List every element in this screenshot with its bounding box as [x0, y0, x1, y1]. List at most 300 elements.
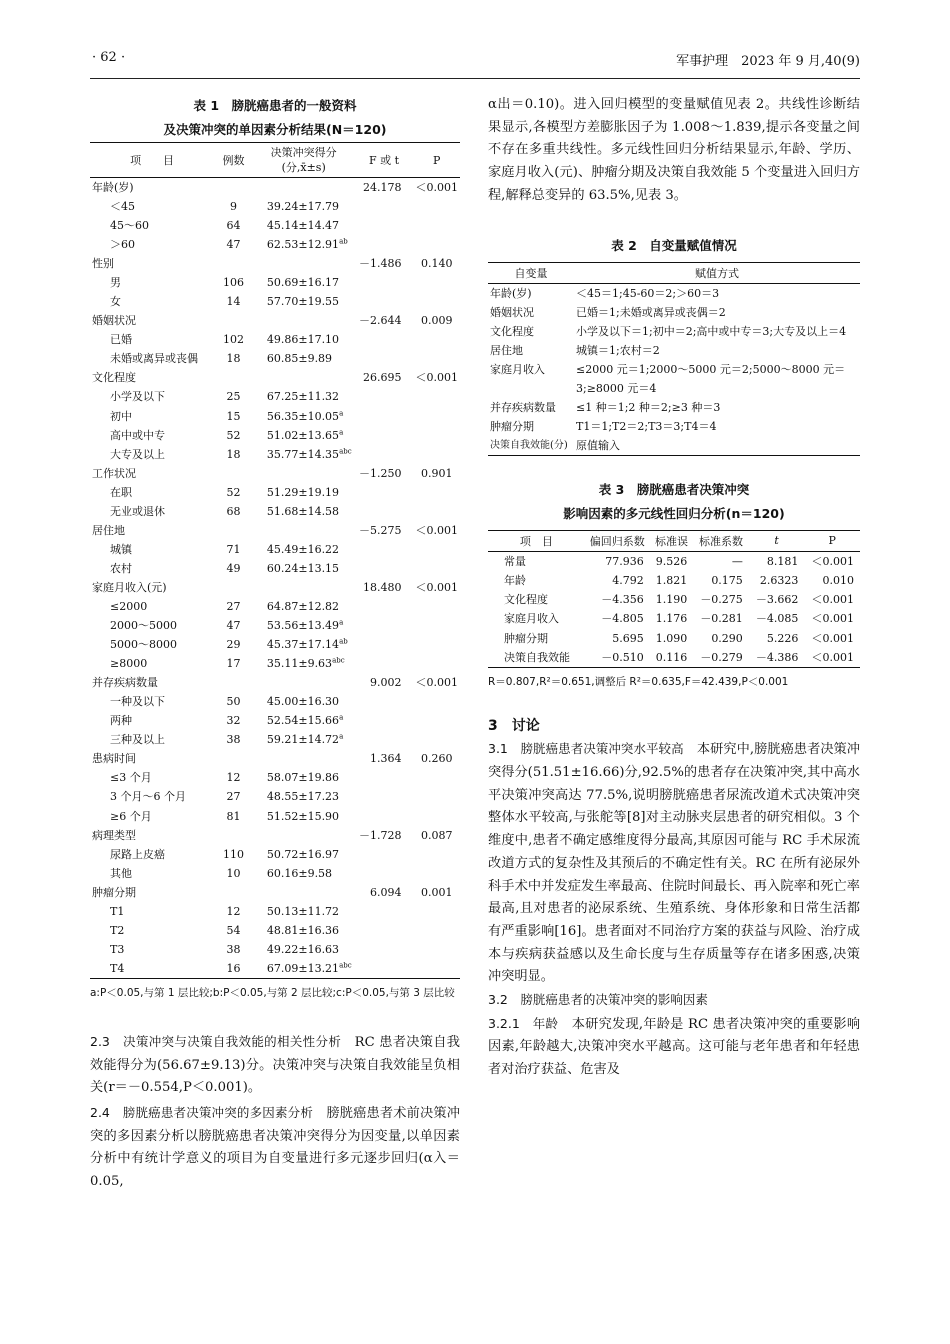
table1-cell-stat [355, 407, 414, 426]
table3-row [488, 590, 860, 609]
table1-cell-score: 39.24±17.79 [266, 200, 340, 214]
section-2-4-body: 膀胱癌患者术前决策冲突的多因素分析以膀胱癌患者决策冲突得分为因变量,以单因素分析中有统计学意义的项目为自变量进行多元逐步回归(α入＝0.05, [90, 1105, 460, 1190]
table1-cell-count: 29 [226, 638, 241, 652]
table1-row [90, 883, 460, 902]
table1-cell-count: 18 [226, 447, 241, 461]
table1-cell-stat [355, 216, 414, 235]
table1-cell-item: ≥6 个月 [110, 809, 152, 823]
table1-cell-count [214, 178, 253, 198]
regression-intro: α出＝0.10)。进入回归模型的变量赋值见表 2。共线性诊断结果显示,各模型方差膨胀因子为 1.008～1.839,提示各变量之间不存在多重共线性。多元线性回归分析结果显示,年龄、学历、家庭月收入(元)、肿瘤分期及决策自我效能 5 个变量进入回归方程,解释总变异的 63.5%,见表 3。 [488, 97, 860, 203]
table2-cell-val: ≤2000 元＝1;2000～5000 元＝2;5000～8000 元＝3;≥8000 元＝4 [576, 362, 846, 395]
significance-mark: a [339, 427, 344, 436]
table1-cell-stat [355, 597, 414, 616]
table3-row [488, 648, 860, 668]
table1-cell-item: T4 [110, 961, 125, 975]
table3-cell: 家庭月收入 [504, 612, 559, 626]
table1-row [90, 368, 460, 387]
table1-row [90, 864, 460, 883]
table1-cell-p [414, 864, 461, 883]
table1-cell-count: 52 [226, 428, 241, 442]
table1-head-score: 决策冲突得分 (分,x̄±s) [253, 143, 355, 178]
significance-mark: abc [332, 656, 345, 665]
table2-cell-val: 城镇＝1;农村＝2 [576, 343, 660, 357]
table1-cell-count: 64 [226, 219, 241, 233]
table1-cell-count: 71 [226, 542, 241, 556]
table3-cell: 77.936 [605, 554, 644, 568]
table1-cell-count [214, 311, 253, 330]
table3-cell: 常量 [504, 554, 526, 568]
table1-cell-score: 50.13±11.72 [266, 904, 340, 918]
table1-head-stat: F 或 t [355, 143, 414, 178]
table3-cell: －4.356 [601, 593, 644, 607]
table1-cell-p [414, 197, 461, 216]
table3-head-cell: P [804, 530, 860, 551]
table1-cell-score: 48.55±17.23 [266, 790, 340, 804]
table1-cell-count [214, 464, 253, 483]
table1-head-count: 例数 [214, 143, 253, 178]
table1-cell-score [253, 521, 355, 540]
table1-row [90, 768, 460, 787]
table3-head-cell: 标准误 [650, 530, 693, 551]
table3-head [488, 530, 860, 551]
table1-cell-score: 49.86±17.10 [266, 333, 340, 347]
table1-cell-item: T1 [110, 904, 125, 918]
table1-cell-p: ＜0.001 [415, 523, 458, 537]
table1-cell-item: 女 [110, 295, 121, 309]
table2-row [488, 341, 860, 360]
table1-cell-item: 农村 [110, 561, 132, 575]
table1-cell-p [414, 273, 461, 292]
table1-cell-score: 57.70±19.55 [266, 295, 340, 309]
table1-cell-stat [355, 502, 414, 521]
table1-cell-p [414, 730, 461, 749]
table1-cell-stat: 18.480 [363, 580, 402, 594]
table3-cell: 1.176 [655, 612, 688, 626]
table3-cell: －0.279 [700, 651, 743, 664]
table2-body [488, 283, 860, 455]
table3-cell: －0.275 [700, 593, 743, 607]
table1-cell-p [414, 959, 461, 979]
table1-cell-item: 两种 [110, 714, 132, 728]
table1-cell-count: 81 [226, 809, 241, 823]
table1-row [90, 178, 460, 198]
table1-cell-p [414, 216, 461, 235]
section-3-1-heading: 3.1 膀胱癌患者决策冲突水平较高 [488, 741, 684, 757]
table1-cell-stat [355, 330, 414, 349]
table3-cell: 1.821 [655, 573, 688, 587]
table2-cell-val: ≤1 种＝1;2 种＝2;≥3 种＝3 [576, 400, 721, 414]
table1-cell-p [414, 330, 461, 349]
table1-cell-count: 15 [226, 409, 241, 423]
table1-cell-score: 60.16±9.58 [266, 866, 333, 880]
table1-cell-score: 51.02±13.65$^a$ [266, 427, 344, 442]
section-3-title: 3 讨论 [488, 718, 540, 735]
section-2-3-body: RC 患者决策自我效能得分为(56.67±9.13)分。决策冲突与决策自我效能呈负相关(r＝－0.554,P＜0.001)。 [90, 1034, 460, 1096]
table3-cell: ＜0.001 [811, 651, 854, 664]
table1-cell-item: 高中或中专 [110, 428, 165, 442]
table1-cell-item: 患病时间 [92, 752, 136, 766]
table1-cell-item: 已婚 [110, 333, 132, 347]
table1-cell-score [253, 178, 355, 198]
table1-cell-count: 102 [223, 333, 244, 347]
table1-cell-count: 27 [226, 600, 241, 613]
table1-cell-item: 初中 [110, 409, 132, 423]
section-2-4-heading: 2.4 膀胱癌患者决策冲突的多因素分析 [90, 1104, 314, 1120]
section-3-1-body: 本研究中,膀胱癌患者决策冲突得分(51.51±16.66)分,92.5%的患者存在决策冲突,其中高水平决策冲突高达 77.5%,说明膀胱癌患者尿流改道术式决策冲突整体水平较高,与张舵等[8]对主动脉夹层患者的研究相似。3 个维度中,患者不确定感维度得分最高,其原因可能与 RC 手术尿流改道方式的复杂性及其预后的不确定性有关。RC 在所有泌尿外科手术中并发症发生率最高、住院时间最长、再入院率和死亡率最高,且对患者的泌尿系统、生殖系统、身体形象和日常生活都有严重影响[16]。患者面对不同治疗方案的获益与风险、治疗成本与疾病获益感以及生命长度与生存质量等存在诸多困惑,决策冲突明显。 [488, 742, 860, 985]
table3-row [488, 629, 860, 648]
table1-cell-p [414, 407, 461, 426]
table3-caption-line1: 表 3 膀胱癌患者决策冲突 [598, 481, 750, 497]
table1-cell-stat [355, 902, 414, 921]
table1-row [90, 711, 460, 730]
table3-cell: ＜0.001 [811, 593, 854, 607]
table1-cell-count [214, 578, 253, 597]
table1-row [90, 464, 460, 483]
table1-cell-p: ＜0.001 [415, 676, 458, 690]
table1-cell-stat: －5.275 [359, 523, 402, 537]
table1-cell-count: 52 [226, 485, 241, 499]
table1-cell-score [253, 749, 355, 768]
table3-cell: 年龄 [504, 573, 526, 587]
table1-cell-count [214, 521, 253, 540]
table1-cell-count: 32 [226, 714, 241, 728]
table1-row [90, 521, 460, 540]
table3-cell: — [731, 554, 743, 568]
table3-head-cell: t [749, 530, 805, 551]
table1-cell-item: 未婚或离异或丧偶 [110, 352, 198, 366]
table1-cell-score: 45.14±14.47 [266, 219, 340, 233]
table1-cell-count: 25 [226, 390, 241, 404]
table1-cell-score: 51.68±14.58 [266, 504, 340, 518]
table1-row [90, 426, 460, 445]
header-rule [90, 78, 860, 79]
table3-note: R＝0.807,R²＝0.651,调整后 R²＝0.635,F＝42.439,P＜0.001 [488, 676, 789, 689]
table1-row [90, 578, 460, 597]
table1-row [90, 216, 460, 235]
table3-row [488, 551, 860, 571]
table3-row [488, 571, 860, 590]
table1-cell-count: 38 [226, 733, 241, 747]
table1-row [90, 597, 460, 616]
table2-cell-var: 文化程度 [490, 324, 534, 338]
table1-cell-stat: 26.695 [363, 371, 402, 385]
table1-cell-stat: 6.094 [370, 885, 402, 899]
table1-row [90, 311, 460, 330]
table3-cell: －3.662 [755, 593, 799, 607]
table1-cell-score: 67.09±13.21$^{abc}$ [266, 961, 352, 975]
table3-cell: ＜0.001 [811, 554, 854, 568]
table2-cell-var: 年龄(岁) [490, 286, 532, 300]
table1-cell-count: 18 [226, 352, 241, 366]
table1-cell-stat [355, 483, 414, 502]
table1-cell-count: 27 [226, 790, 241, 804]
table1-row [90, 292, 460, 311]
table3-cell: ＜0.001 [811, 631, 854, 645]
section-2-3-heading: 2.3 决策冲突与决策自我效能的相关性分析 [90, 1033, 342, 1049]
section-3-2-1-body: 本研究发现,年龄是 RC 患者决策冲突的重要影响因素,年龄越大,决策冲突水平越高。这可能与老年患者和年轻患者对治疗获益、危害及 [488, 1016, 861, 1078]
table3-cell: －0.281 [700, 612, 743, 626]
table3-cell: 5.695 [612, 631, 644, 645]
table1-cell-stat [355, 387, 414, 406]
table1-cell-score: 56.35±10.05$^a$ [266, 408, 344, 423]
table1-cell-stat [355, 768, 414, 787]
table1-cell-stat [355, 654, 414, 673]
table3-cell: －4.085 [755, 612, 799, 626]
table3-cell: 4.792 [612, 573, 644, 587]
table1-cell-stat: 24.178 [363, 181, 402, 194]
table1-cell-item: 2000～5000 [110, 619, 177, 633]
section-3-1 [488, 738, 860, 989]
table1-cell-item: 性别 [92, 257, 114, 271]
table3-cell: 0.290 [711, 631, 743, 645]
table1-cell-stat [355, 730, 414, 749]
table1-cell-stat [355, 635, 414, 654]
table1-cell-stat [355, 273, 414, 292]
table1-cell-score [253, 578, 355, 597]
table1-cell-item: 家庭月收入(元) [92, 580, 167, 594]
table2-row [488, 303, 860, 322]
table1-cell-count: 106 [223, 276, 244, 290]
table1-cell-count: 47 [226, 238, 241, 252]
table1-cell-item: 婚姻状况 [92, 314, 136, 328]
table1-cell-score: 53.56±13.49$^a$ [266, 618, 344, 633]
table1-cell-p: 0.140 [421, 257, 453, 271]
table1-cell-score: 58.07±19.86 [266, 771, 340, 785]
table1-cell-item: 文化程度 [92, 371, 136, 385]
table1-cell-count [214, 368, 253, 387]
table1-cell-p: 0.001 [421, 885, 453, 899]
table1-cell-count: 14 [226, 295, 241, 309]
table1-cell-item: 在职 [110, 485, 132, 499]
table1-cell-score: 50.72±16.97 [266, 847, 340, 861]
significance-mark: a [339, 618, 344, 627]
table1-cell-item: 45～60 [110, 219, 149, 233]
table3-cell: 决策自我效能 [504, 651, 570, 664]
table2-cell-val: 原值输入 [576, 438, 620, 452]
table1-row [90, 407, 460, 426]
table2-head-var: 自变量 [488, 262, 574, 283]
table1-cell-item: 城镇 [110, 542, 132, 556]
table1-row [90, 197, 460, 216]
table2-row [488, 398, 860, 417]
table1-row [90, 940, 460, 959]
table1-cell-count: 12 [226, 771, 241, 785]
table3-cell: 8.181 [766, 554, 799, 568]
table1-cell-p [414, 292, 461, 311]
section-3-2 [488, 989, 860, 1013]
table3-head-cell: 偏回归系数 [585, 530, 650, 551]
table3-head-cell: 标准系数 [693, 530, 749, 551]
table1-row [90, 387, 460, 406]
table3-cell: 1.190 [655, 593, 688, 607]
table1-cell-p [414, 426, 461, 445]
table1-cell-stat: 1.364 [370, 752, 402, 766]
table1-cell-item: 男 [110, 276, 121, 290]
table3-cell: 2.6323 [759, 573, 799, 587]
table1-cell-item: 其他 [110, 866, 132, 880]
table1-cell-p [414, 235, 461, 254]
table1-head-item: 项 目 [90, 143, 214, 178]
table1-cell-count [214, 749, 253, 768]
table1-cell-score [253, 464, 355, 483]
table1-head-p: P [414, 143, 461, 178]
table1-row [90, 502, 460, 521]
table1-cell-p [414, 616, 461, 635]
table1-cell-score: 62.53±12.91$^{ab}$ [266, 237, 348, 252]
table1-cell-item: 肿瘤分期 [92, 885, 136, 899]
table1-cell-stat [355, 864, 414, 883]
table1-cell-stat [355, 445, 414, 464]
table1-cell-score: 35.77±14.35$^{abc}$ [266, 446, 352, 461]
table1-cell-stat [355, 807, 414, 826]
table1-cell-item: 工作状况 [92, 466, 136, 480]
table1-row [90, 730, 460, 749]
section-3-2-1 [488, 1013, 860, 1082]
table1-cell-p [414, 921, 461, 940]
table1-cell-stat [355, 292, 414, 311]
table1-cell-score: 48.81±16.36 [266, 923, 340, 937]
table3 [488, 530, 860, 669]
section-2-3 [90, 1031, 460, 1100]
table1-row [90, 654, 460, 673]
table1-cell-item: 小学及以下 [110, 390, 165, 404]
table3-cell: 5.226 [766, 631, 799, 645]
table1-cell-score: 59.21±14.72$^a$ [266, 732, 344, 747]
table1-cell-item: T3 [110, 942, 125, 956]
table1-caption-line1: 表 1 膀胱癌患者的一般资料 [193, 98, 357, 113]
table1-cell-p [414, 445, 461, 464]
table1-cell-item: 大专及以上 [110, 447, 165, 461]
table1-cell-stat [355, 692, 414, 711]
table2-row [488, 283, 860, 303]
table1-row [90, 254, 460, 273]
table1-cell-p [414, 387, 461, 406]
table1-cell-score [253, 368, 355, 387]
table1-row [90, 845, 460, 864]
table1-row [90, 635, 460, 654]
table1-row [90, 807, 460, 826]
section-3-2-heading: 3.2 膀胱癌患者的决策冲突的影响因素 [488, 992, 708, 1008]
table1-cell-stat [355, 540, 414, 559]
right-column [488, 94, 860, 1082]
table1-cell-item: T2 [110, 923, 125, 937]
table1-cell-count: 47 [226, 619, 241, 633]
section-3-2-1-heading: 3.2.1 年龄 [488, 1015, 559, 1031]
table1-cell-stat [355, 349, 414, 368]
table1-row [90, 330, 460, 349]
significance-mark: abc [339, 961, 352, 970]
table1-cell-stat [355, 921, 414, 940]
table1-cell-p: 0.901 [421, 466, 453, 480]
table3-body [488, 551, 860, 668]
table2-cell-var: 居住地 [490, 343, 523, 357]
table1-cell-item: 三种及以上 [110, 733, 165, 747]
table1-cell-stat: －1.728 [359, 828, 402, 842]
table1-cell-stat: 9.002 [370, 676, 402, 690]
table1-cell-stat [355, 559, 414, 578]
table2-cell-val: 已婚＝1;未婚或离异或丧偶＝2 [576, 305, 726, 319]
table1-cell-item: 居住地 [92, 523, 125, 537]
table1-cell-count [214, 883, 253, 902]
table1-cell-count: 49 [226, 561, 241, 575]
table1-cell-score: 45.49±16.22 [266, 542, 340, 556]
table3-cell: 0.116 [655, 651, 688, 664]
table2-row [488, 436, 860, 456]
table1-cell-p: 0.087 [421, 828, 453, 842]
table1-cell-stat [355, 616, 414, 635]
table3-cell: 0.175 [711, 573, 743, 587]
table1-cell-score: 64.87±12.82 [266, 600, 340, 613]
table1-cell-item: 病理类型 [92, 828, 136, 842]
table1-cell-item: 一种及以下 [110, 695, 165, 709]
table1-cell-count: 10 [226, 866, 241, 880]
table1-row [90, 921, 460, 940]
table1-cell-p [414, 940, 461, 959]
table1 [90, 142, 460, 979]
table1-cell-item: 年龄(岁) [92, 181, 134, 194]
table1-row [90, 445, 460, 464]
table1-cell-p [414, 597, 461, 616]
table1-row [90, 959, 460, 979]
table2-cell-val: T1＝1;T2＝2;T3＝3;T4＝4 [576, 419, 717, 433]
table1-cell-p [414, 807, 461, 826]
table1-cell-item: ≥8000 [110, 657, 148, 671]
table1-cell-count: 16 [226, 961, 241, 975]
table1-cell-score: 35.11±9.63$^{abc}$ [266, 656, 345, 671]
table1-cell-stat [355, 235, 414, 254]
table1-cell-stat [355, 197, 414, 216]
table2-cell-var: 肿瘤分期 [490, 419, 534, 433]
table1-cell-item: ≤2000 [110, 600, 148, 613]
table3-cell: 肿瘤分期 [504, 631, 548, 645]
table2-row [488, 417, 860, 436]
page-number: · 62 · [92, 50, 126, 65]
table1-row [90, 692, 460, 711]
table1-cell-count [214, 673, 253, 692]
table1-cell-item: 无业或退休 [110, 504, 165, 518]
table1-cell-score [253, 311, 355, 330]
table1-cell-count: 110 [223, 847, 244, 861]
table1-caption-line2: 及决策冲突的单因素分析结果(N＝120) [163, 122, 387, 137]
table1-cell-item: ＞60 [110, 238, 135, 252]
table2-caption: 表 2 自变量赋值情况 [611, 237, 737, 253]
table1-cell-p [414, 540, 461, 559]
table1-row [90, 673, 460, 692]
table1-cell-stat [355, 940, 414, 959]
table1-cell-count: 54 [226, 923, 241, 937]
table2-row [488, 360, 860, 398]
table1-row [90, 273, 460, 292]
journal-info: 军事护理 2023 年 9 月,40(9) [676, 54, 860, 69]
table1-cell-p [414, 654, 461, 673]
table1-cell-p [414, 787, 461, 806]
table1-cell-p: ＜0.001 [415, 181, 458, 194]
table1-cell-p: ＜0.001 [415, 371, 458, 385]
significance-mark: ab [339, 237, 348, 246]
significance-mark: a [339, 408, 344, 417]
table1-cell-score: 60.85±9.89 [266, 352, 333, 366]
table1-cell-p [414, 845, 461, 864]
table1-cell-stat [355, 711, 414, 730]
table1-cell-score: 60.24±13.15 [266, 561, 340, 575]
significance-mark: a [339, 713, 344, 722]
table1-cell-item: 3 个月～6 个月 [110, 790, 186, 804]
table1-cell-stat: －1.486 [359, 257, 402, 271]
table1-cell-stat [355, 845, 414, 864]
table1-row [90, 235, 460, 254]
table2-cell-var: 婚姻状况 [490, 305, 534, 319]
table1-cell-p [414, 502, 461, 521]
